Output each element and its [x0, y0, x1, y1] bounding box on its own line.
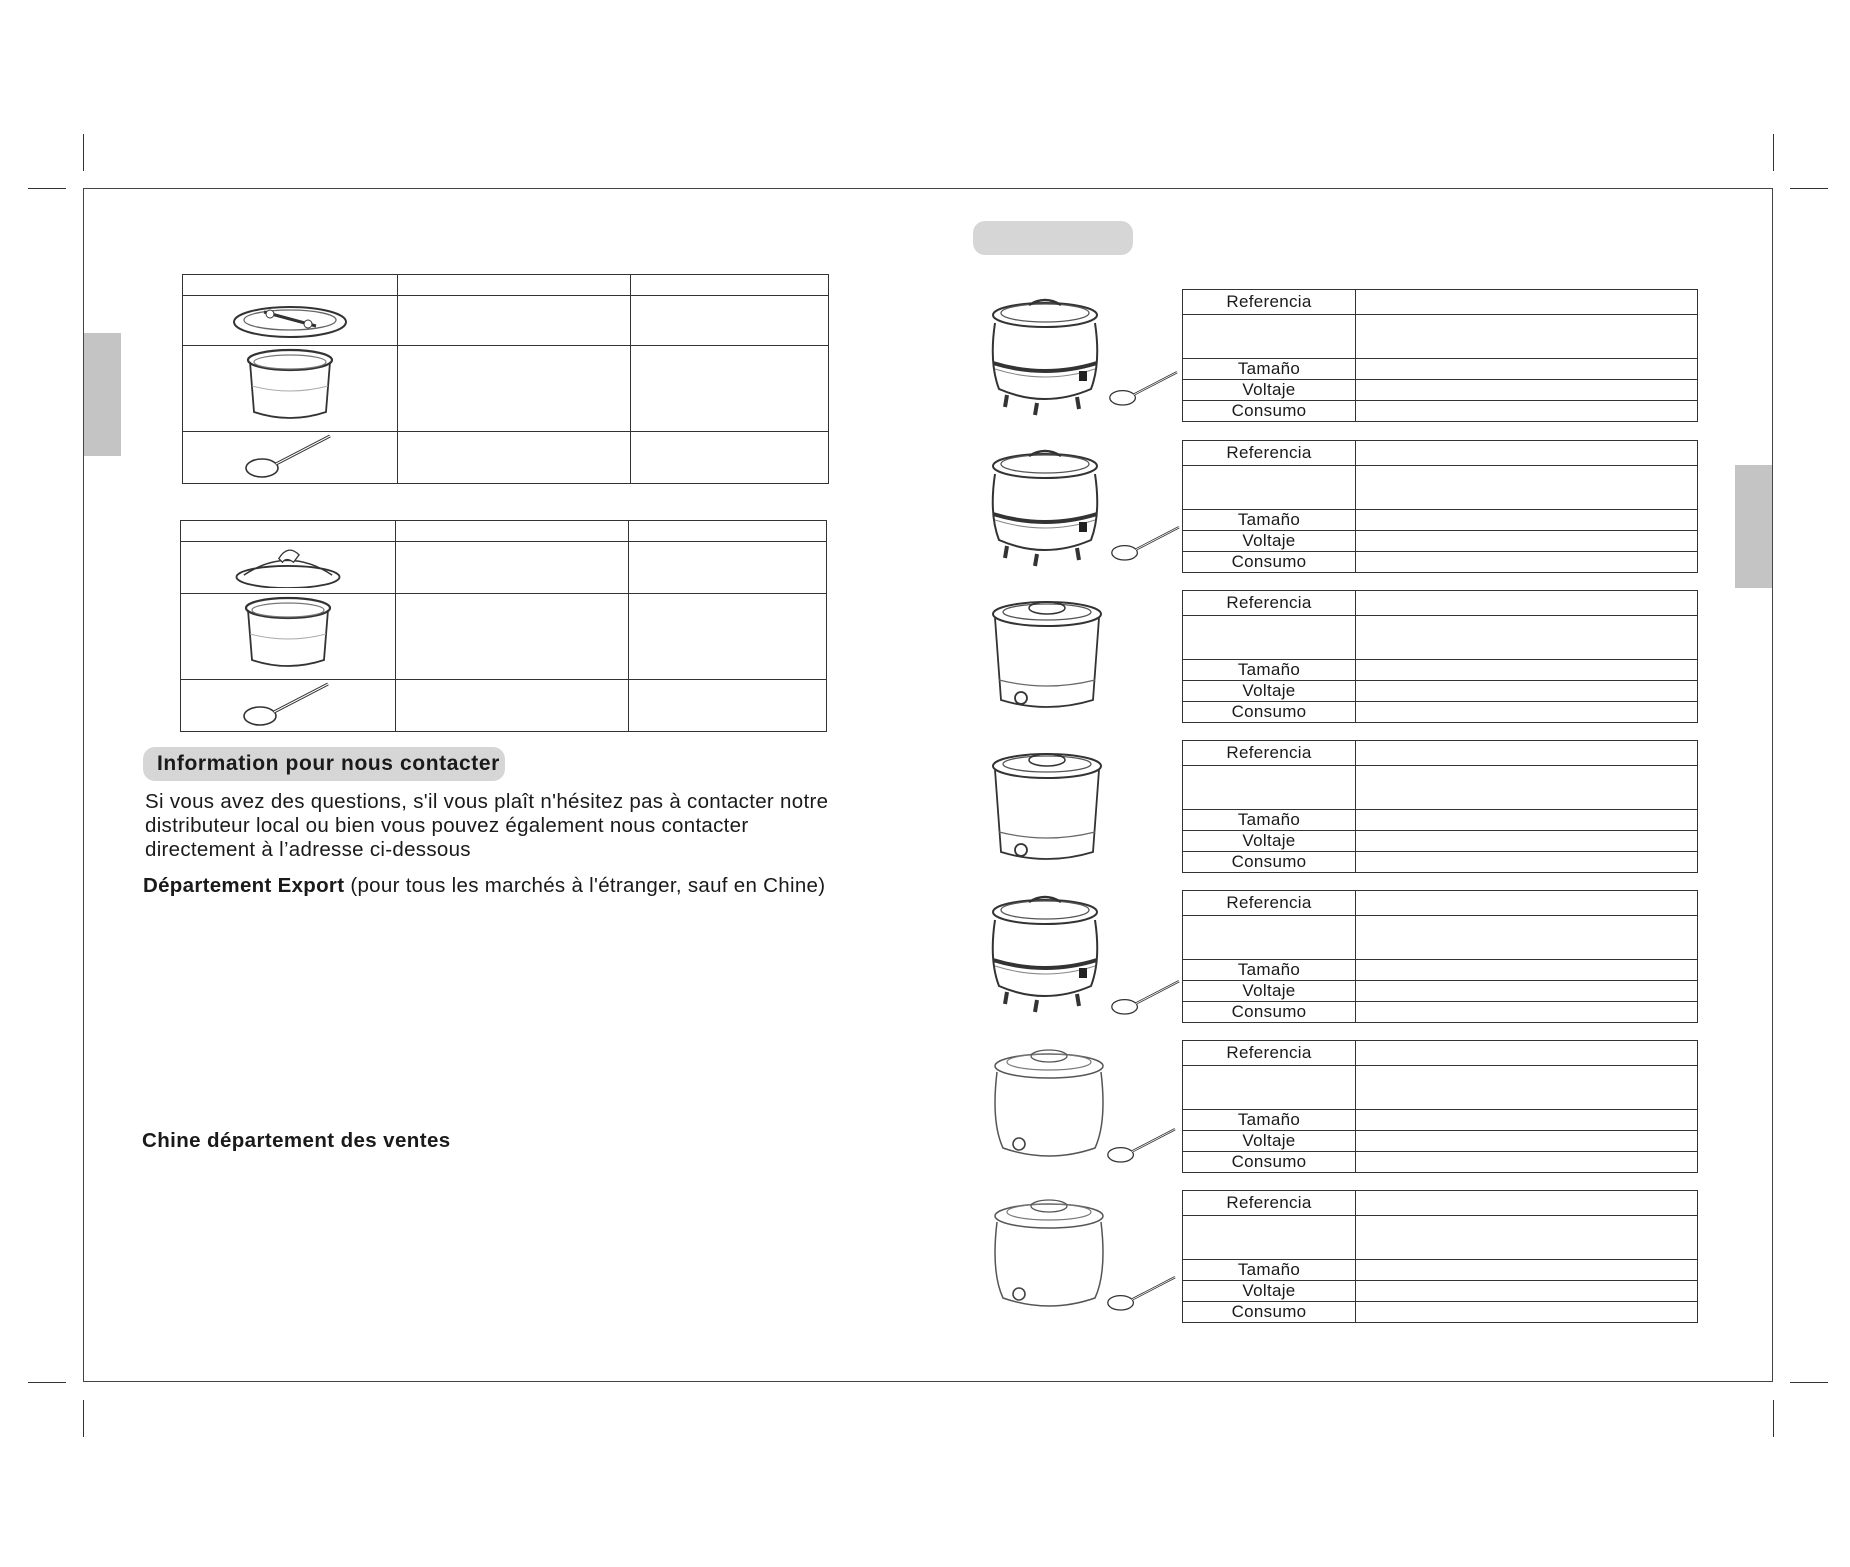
black-soup-kettle-icon	[985, 890, 1185, 1030]
label-power: Consumo	[1183, 1152, 1356, 1173]
value-cell	[1356, 1002, 1698, 1023]
value-cell	[1356, 466, 1698, 510]
label-power: Consumo	[1183, 702, 1356, 723]
label-size: Tamaño	[1183, 359, 1356, 380]
label-reference: Referencia	[1183, 891, 1356, 916]
header-cell	[181, 521, 396, 542]
label-voltage: Voltaje	[1183, 981, 1356, 1002]
part-ref	[631, 296, 829, 346]
label-voltage: Voltaje	[1183, 1131, 1356, 1152]
part-ref	[631, 432, 829, 484]
value-cell	[1356, 702, 1698, 723]
value-cell	[1356, 401, 1698, 422]
model-block-3	[985, 590, 1697, 730]
model-block-5	[985, 890, 1697, 1030]
export-note: (pour tous les marchés à l'étranger, sauf en Chine)	[344, 874, 826, 897]
contact-line: distributeur local ou bien vous pouvez également nous contacter	[145, 814, 749, 837]
label-voltage: Voltaje	[1183, 1281, 1356, 1302]
contact-line: Si vous avez des questions, s'il vous plaît n'hésitez pas à contacter notre	[145, 790, 829, 813]
export-label: Département Export	[143, 874, 345, 897]
domed-lid-icon	[228, 542, 348, 588]
straight-soup-kettle-icon	[985, 590, 1185, 730]
contact-line: directement à l’adresse ci-dessous	[145, 838, 471, 861]
parts-table-1	[182, 274, 829, 484]
table-row	[183, 296, 829, 346]
label-blank	[1183, 1066, 1356, 1110]
value-cell	[1356, 1302, 1698, 1323]
value-cell	[1356, 1066, 1698, 1110]
value-cell	[1356, 891, 1698, 916]
value-cell	[1356, 1216, 1698, 1260]
round-soup-kettle-icon	[985, 1190, 1185, 1330]
value-cell	[1356, 531, 1698, 552]
model-block-1	[985, 289, 1697, 429]
label-power: Consumo	[1183, 401, 1356, 422]
crop-mark	[83, 134, 84, 171]
straight-soup-kettle-icon	[985, 740, 1185, 880]
part-name	[396, 542, 629, 594]
label-size: Tamaño	[1183, 960, 1356, 981]
table-row	[181, 594, 827, 680]
value-cell	[1356, 290, 1698, 315]
contact-heading: Information pour nous contacter	[143, 747, 505, 781]
header-cell	[629, 521, 827, 542]
value-cell	[1356, 766, 1698, 810]
label-power: Consumo	[1183, 1302, 1356, 1323]
value-cell	[1356, 315, 1698, 359]
label-reference: Referencia	[1183, 1041, 1356, 1066]
value-cell	[1356, 916, 1698, 960]
value-cell	[1356, 852, 1698, 873]
value-cell	[1356, 1041, 1698, 1066]
label-blank	[1183, 1216, 1356, 1260]
label-blank	[1183, 466, 1356, 510]
label-voltage: Voltaje	[1183, 531, 1356, 552]
model-block-6	[985, 1040, 1697, 1180]
value-cell	[1356, 1152, 1698, 1173]
label-size: Tamaño	[1183, 810, 1356, 831]
value-cell	[1356, 810, 1698, 831]
value-cell	[1356, 741, 1698, 766]
label-voltage: Voltaje	[1183, 831, 1356, 852]
export-department	[143, 874, 825, 898]
spec-table	[1182, 890, 1698, 1023]
value-cell	[1356, 359, 1698, 380]
crop-mark	[1790, 1382, 1828, 1383]
part-name	[398, 296, 631, 346]
crop-mark	[83, 1400, 84, 1437]
label-power: Consumo	[1183, 552, 1356, 573]
left-thumb-tab	[84, 333, 121, 456]
value-cell	[1356, 831, 1698, 852]
value-cell	[1356, 510, 1698, 531]
label-reference: Referencia	[1183, 441, 1356, 466]
round-soup-kettle-icon	[985, 1040, 1185, 1180]
label-power: Consumo	[1183, 852, 1356, 873]
part-ref	[629, 594, 827, 680]
table-row	[183, 346, 829, 432]
value-cell	[1356, 1131, 1698, 1152]
inner-pot-icon	[230, 346, 350, 426]
label-reference: Referencia	[1183, 741, 1356, 766]
value-cell	[1356, 660, 1698, 681]
china-sales-department: Chine département des ventes	[142, 1129, 451, 1152]
label-power: Consumo	[1183, 1002, 1356, 1023]
value-cell	[1356, 1191, 1698, 1216]
part-name	[396, 594, 629, 680]
value-cell	[1356, 960, 1698, 981]
black-soup-kettle-icon	[985, 440, 1185, 580]
label-blank	[1183, 315, 1356, 359]
section-title-pill	[973, 221, 1133, 255]
spec-table	[1182, 1190, 1698, 1323]
part-name	[398, 346, 631, 432]
table-row	[183, 432, 829, 484]
value-cell	[1356, 552, 1698, 573]
value-cell	[1356, 380, 1698, 401]
value-cell	[1356, 681, 1698, 702]
label-reference: Referencia	[1183, 591, 1356, 616]
contact-paragraph	[145, 790, 885, 862]
part-name	[396, 680, 629, 732]
spec-table	[1182, 590, 1698, 723]
value-cell	[1356, 1110, 1698, 1131]
crop-mark	[1790, 188, 1828, 189]
table-row	[181, 542, 827, 594]
parts-table-2	[180, 520, 827, 732]
label-size: Tamaño	[1183, 660, 1356, 681]
ladle-icon	[240, 432, 340, 478]
inner-pot-icon	[228, 594, 348, 674]
part-ref	[629, 542, 827, 594]
label-size: Tamaño	[1183, 1260, 1356, 1281]
value-cell	[1356, 591, 1698, 616]
label-reference: Referencia	[1183, 1191, 1356, 1216]
value-cell	[1356, 1260, 1698, 1281]
label-reference: Referencia	[1183, 290, 1356, 315]
label-blank	[1183, 766, 1356, 810]
value-cell	[1356, 1281, 1698, 1302]
lid-icon	[230, 296, 350, 340]
crop-mark	[1773, 134, 1774, 171]
label-size: Tamaño	[1183, 510, 1356, 531]
part-ref	[631, 346, 829, 432]
model-block-4	[985, 740, 1697, 880]
spec-table	[1182, 440, 1698, 573]
header-cell	[631, 275, 829, 296]
crop-mark	[28, 1382, 66, 1383]
part-ref	[629, 680, 827, 732]
header-cell	[183, 275, 398, 296]
crop-mark	[1773, 1400, 1774, 1437]
label-size: Tamaño	[1183, 1110, 1356, 1131]
black-soup-kettle-icon	[985, 289, 1185, 429]
value-cell	[1356, 616, 1698, 660]
ladle-icon	[238, 680, 338, 726]
label-voltage: Voltaje	[1183, 380, 1356, 401]
part-name	[398, 432, 631, 484]
label-blank	[1183, 616, 1356, 660]
crop-mark	[28, 188, 66, 189]
header-cell	[396, 521, 629, 542]
value-cell	[1356, 441, 1698, 466]
label-voltage: Voltaje	[1183, 681, 1356, 702]
label-blank	[1183, 916, 1356, 960]
spec-table	[1182, 740, 1698, 873]
model-block-7	[985, 1190, 1697, 1330]
table-row	[181, 680, 827, 732]
model-block-2	[985, 440, 1697, 580]
spec-table	[1182, 1040, 1698, 1173]
right-thumb-tab	[1735, 465, 1772, 588]
value-cell	[1356, 981, 1698, 1002]
spec-table	[1182, 289, 1698, 422]
header-cell	[398, 275, 631, 296]
